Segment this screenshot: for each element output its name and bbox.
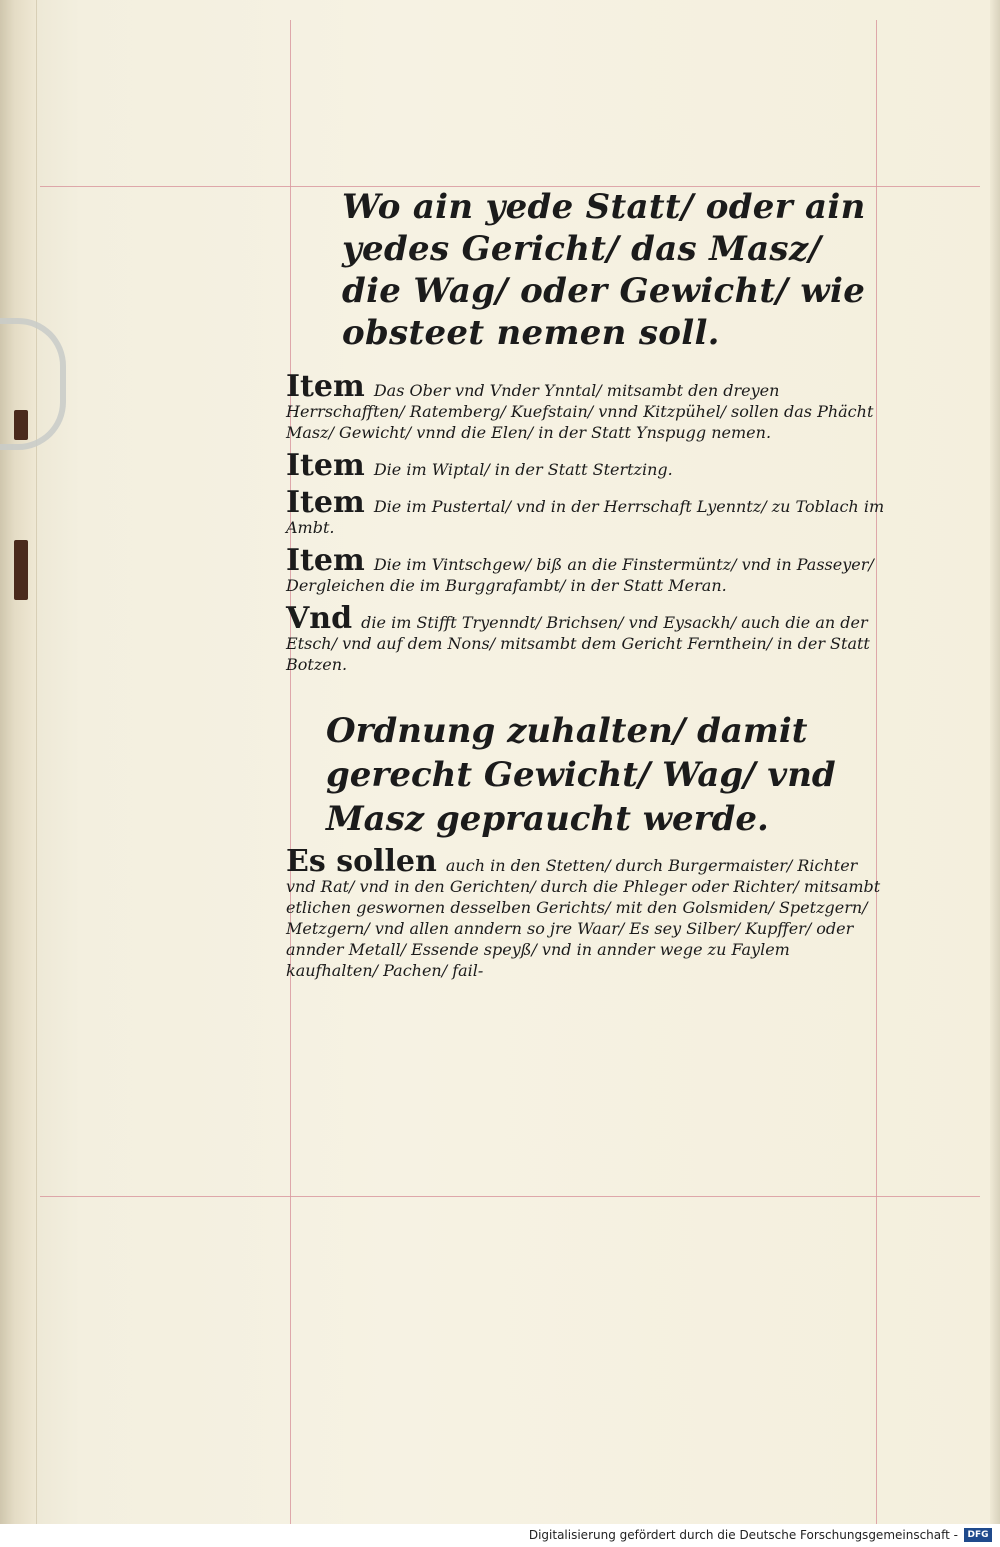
paragraph <box>286 369 886 443</box>
footer-bar <box>0 1524 1000 1547</box>
page-spine <box>0 0 37 1524</box>
paragraph-text: die im Stifft Tryenndt/ Brichsen/ vnd Eysackh/ auch die an der Etsch/ vnd auf dem Nons/ mitsambt dem Gericht Fernthein/ in der Statt Botzen. <box>286 613 870 674</box>
paragraph-text: Das Ober vnd Vnder Ynntal/ mitsambt den dreyen Herrschafften/ Ratemberg/ Kuefstain/ vnnd Kitzpühel/ sollen das Phächt Masz/ Gewicht/ vnnd die Elen/ in der Statt Ynspugg nemen. <box>286 381 874 442</box>
text-block <box>286 186 886 993</box>
paragraph-initial: Item <box>286 369 365 404</box>
paragraph-initial: Item <box>286 448 365 483</box>
paragraph <box>286 448 886 483</box>
paragraph <box>286 601 886 675</box>
paragraph-text: auch in den Stetten/ durch Burgermaister/ Richter vnd Rat/ vnd in den Gerichten/ durch die Phleger oder Richter/ mitsambt etlichen geswornen desselben Gerichts/ mit den Golsmiden/ Spetzgern/ Metzgern/ vnd allen anndern so jre Waar/ Es sey Silber/ Kupffer/ oder annder Metall/ Essende speyß/ vnd in annder wege zu Faylem kaufhalten/ Pachen/ fail- <box>286 856 881 980</box>
paragraph-initial: Item <box>286 485 365 520</box>
page-edge <box>990 0 1000 1524</box>
paragraph-initial: Item <box>286 543 365 578</box>
paper-clip <box>0 318 66 450</box>
section-heading-2: Ordnung zuhalten/ damit gerecht Gewicht/ Wag/ vnd Masz gepraucht werde. <box>326 711 836 839</box>
paragraph <box>286 844 886 981</box>
paragraph-initial: Vnd <box>286 601 353 636</box>
section-heading: Wo ain yede Statt/ oder ain yedes Gericht/ das Masz/ die Wag/ oder Gewicht/ wie obsteet nemen soll. <box>342 187 866 353</box>
binding-tab <box>14 540 28 600</box>
paragraph <box>286 485 886 538</box>
paragraph <box>286 543 886 596</box>
dfg-logo: DFG <box>964 1528 992 1542</box>
paragraph-text: Die im Vintschgew/ biß an die Finstermüntz/ vnd in Passeyer/ Dergleichen die im Burggrafambt/ in der Statt Meran. <box>286 555 874 595</box>
binding-tab <box>14 410 28 440</box>
paragraph-text: Die im Wiptal/ in der Statt Stertzing. <box>373 460 673 479</box>
paragraph-text: Die im Pustertal/ vnd in der Herrschaft Lyenntz/ zu Toblach im Ambt. <box>286 497 885 537</box>
margin-rule-bottom <box>40 1196 980 1197</box>
paragraph-initial: Es sollen <box>286 844 437 879</box>
footer-credit: Digitalisierung gefördert durch die Deutsche Forschungsgemeinschaft - <box>528 1528 958 1542</box>
